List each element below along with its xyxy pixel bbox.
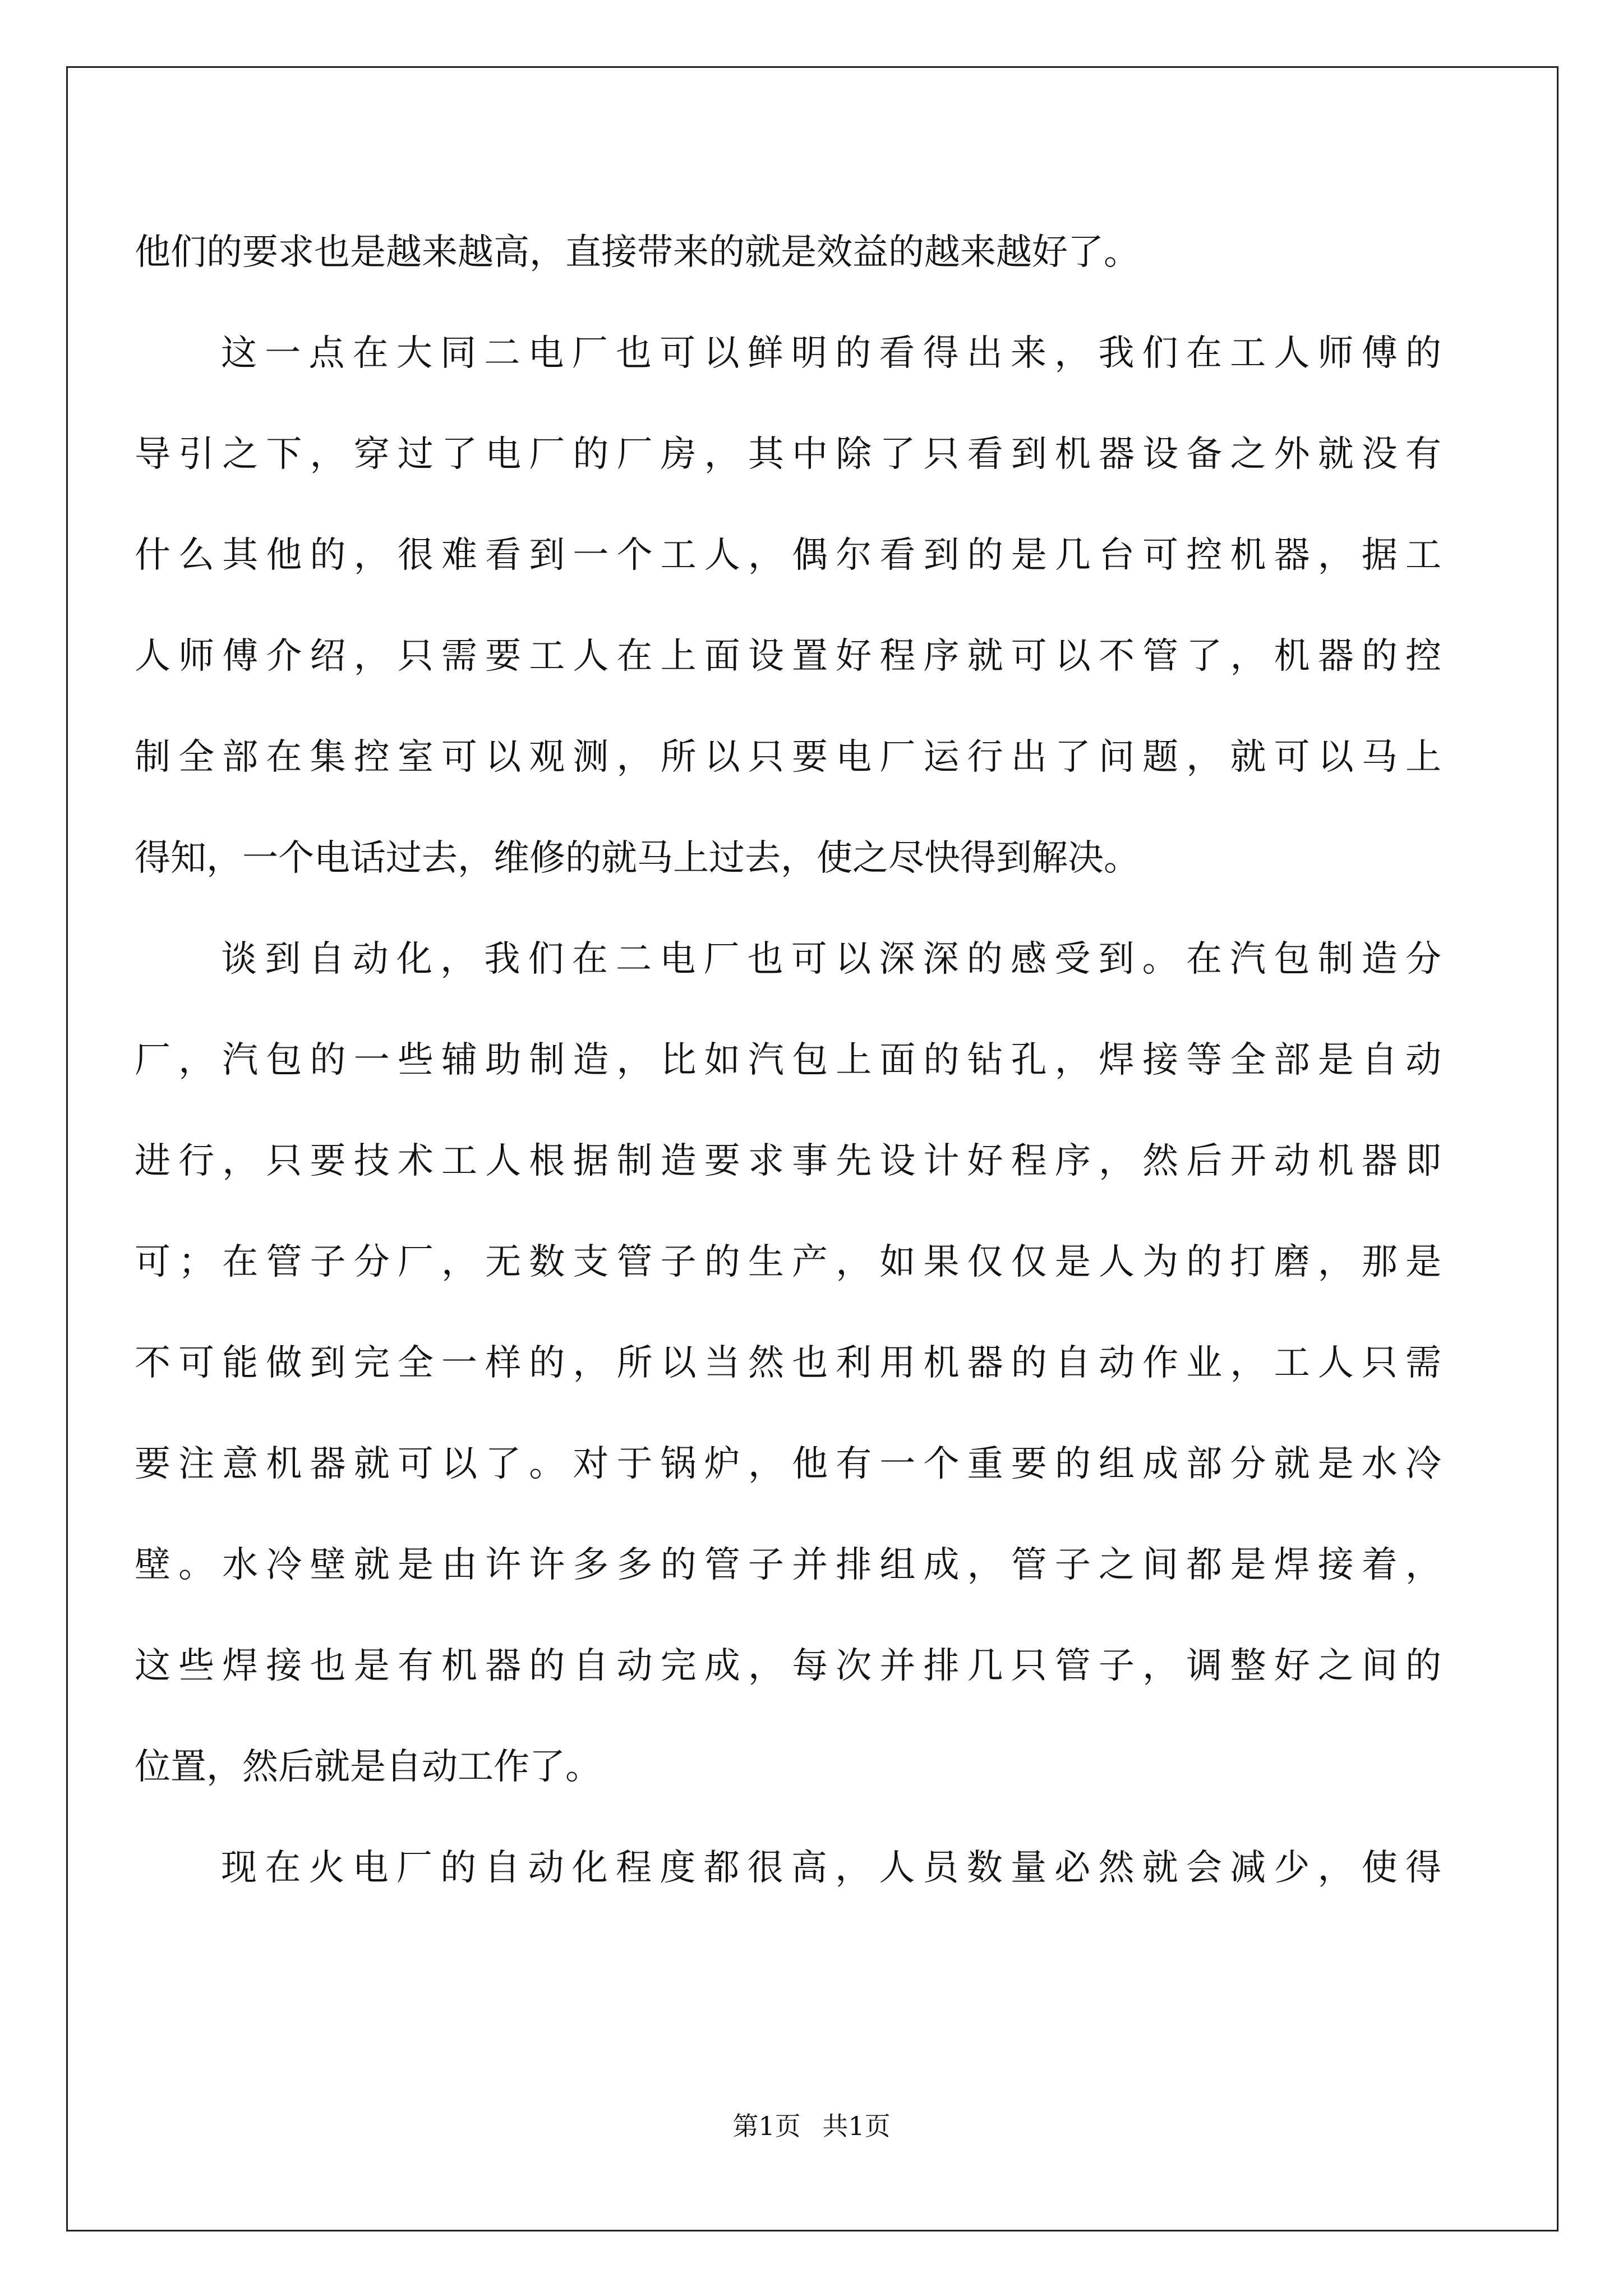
- text-line: 他们的要求也是越来越高，直接带来的就是效益的越来越好了。: [135, 232, 1140, 273]
- page-number: 第1页: [732, 2111, 801, 2141]
- text-line: 人师傅介绍，只需要工人在上面设置好程序就可以不管了，机器的控: [135, 636, 1441, 677]
- text-line: 谈到自动化，我们在二电厂也可以深深的感受到。在汽包制造分: [221, 938, 1441, 980]
- text-line: 导引之下，穿过了电厂的厂房，其中除了只看到机器设备之外就没有: [135, 434, 1441, 475]
- text-line: 壁。水冷壁就是由许许多多的管子并排组成，管子之间都是焊接着，: [135, 1544, 1441, 1586]
- text-line: 什么其他的，很难看到一个工人，偶尔看到的是几台可控机器，据工: [135, 535, 1441, 576]
- text-line: 厂，汽包的一些辅助制造，比如汽包上面的钻孔，焊接等全部是自动: [135, 1039, 1441, 1081]
- text-line: 这些焊接也是有机器的自动完成，每次并排几只管子，调整好之间的: [135, 1645, 1441, 1687]
- text-line: 制全部在集控室可以观测，所以只要电厂运行出了问题，就可以马上: [135, 737, 1441, 778]
- text-line: 这一点在大同二电厂也可以鲜明的看得出来，我们在工人师傅的: [221, 333, 1441, 374]
- text-line: 要注意机器就可以了。对于锅炉，他有一个重要的组成部分就是水冷: [135, 1443, 1441, 1485]
- text-line: 得知，一个电话过去，维修的就马上过去，使之尽快得到解决。: [135, 838, 1140, 879]
- text-line: 可；在管子分厂，无数支管子的生产，如果仅仅是人为的打磨，那是: [135, 1241, 1441, 1283]
- text-line: 现在火电厂的自动化程度都很高，人员数量必然就会减少，使得: [221, 1847, 1441, 1889]
- total-pages: 共1页: [822, 2111, 891, 2141]
- page-footer: [0, 2109, 1623, 2143]
- text-line: 不可能做到完全一样的，所以当然也利用机器的自动作业，工人只需: [135, 1342, 1441, 1384]
- text-line: 进行，只要技术工人根据制造要求事先设计好程序，然后开动机器即: [135, 1140, 1441, 1182]
- text-line: 位置，然后就是自动工作了。: [135, 1746, 601, 1788]
